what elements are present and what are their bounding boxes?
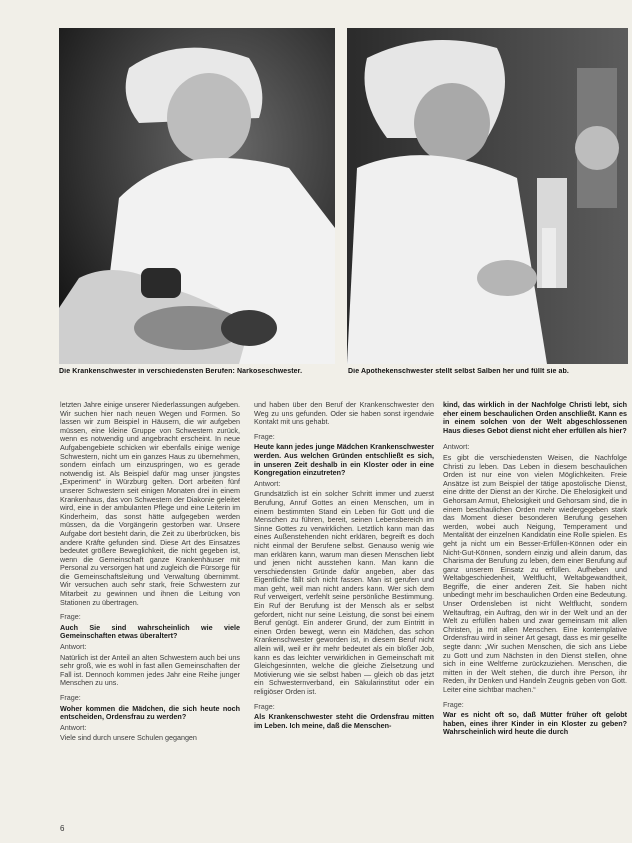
caption-right: Die Apothekenschwester stellt selbst Salben her und füllt sie ab. bbox=[348, 368, 569, 375]
page-number: 6 bbox=[60, 824, 65, 833]
question-text: Woher kommen die Mädchen, die sich heute noch entscheiden, Ordensfrau zu werden? bbox=[60, 703, 240, 722]
answer-text: Es gibt die verschiedensten Weisen, die Nachfolge Christi zu leben. Das Leben in diesem beschaulichen Orden ist nur eine von vielen Möglichkeiten. Freie Ansätze ist zum Beispiel der tätige apostolische Dienst, eine dritte der Dienst an der Kirche. Die Ehelosigkeit und Gehorsam Armut, Ehelosigkeit und Gehorsam sind, die in einem beschaulichen Orden mehr wiedergegeben stark das Moment dieser besonderen Berufung gesehen werden, wobei auch Neigung, Temperament und Mentalität der einzelnen Kandidatin eine Rolle spielen. Es geht ja nicht um ein Besser-Erfüllen-Können oder ein Nicht-Gut-Können, sondern einzig und allein darum, das Charisma der Berufung zu leben, dem einer Berufung auf ganz unserem Einsatz zu erfüllen. Aufheben und Weltabgeschiedenheit, Weltflucht, Weltabgewandtheit, Begriffe, die einer anderen Zeit. Sie haben nicht unbedingt mehr im beschaulichen Orden eine Bedeutung. Unser Ordensleben ist nicht Weltflucht, sondern Weltauftrag, ein Auftrag, den wir in der Welt und an der Welt zu erfüllen haben und zwar gemeinsam mit allen Christen, ja mit allen Menschen. Eine kontemplative Ordensfrau wird in seiner Art gesagt, dass es mir gesellte segte dann: „Wir suchen Menschen, die sich ans Liebe zu Gott und zum Nächsten in den Dienst stellen, ohne sich in eine Weltferne zurückzuziehen. Menschen, die mitten in der Welt stehen, die durch ihre Person, ihr Reden, ihr Denken und Handeln Zeugnis geben von Gott. Leiter eine sichtbar machen.“ bbox=[443, 452, 627, 694]
photo-nurse-right-image bbox=[347, 28, 628, 364]
answer-text: Grundsätzlich ist ein solcher Schritt immer und zuerst Berufung, Anruf Gottes an einen Menschen, um in einem bestimmten Stand ein Leben für Gott und die Menschen zu führen, bereit, seinen Lebensbereich im Sinne Gottes zu verwirklichen. Letztlich kann man das eines Außenstehenden nicht erklären, begreift es doch nicht einmal der Berufene selbst. Genauso wenig wie man erklären kann, warum man diesen Menschen liebt und jenen nicht ausstehen kann. Man kann die verschiedensten Gründe dafür angeben, aber das Eigentliche fällt sich nicht fassen. Man ist gerufen und man geht, weil man nicht anders kann. Wer sich dem Ruf verweigert, verfehlt seine persönliche Bestimmung. Ein Ruf der Berufung ist der Mensch als er selbst gefordert, nicht nur seine Leistung, die sonst bei einem Beruf genügt. Ein anderer Grund, der zum Eintritt in einen Orden bewegt, wenn ein Mädchen, das schon Krankenschwester geworden ist, in diesem Beruf nicht allein will, weil er ihr mehr bedeutet als ein bloßer Job, kann es das leichter verwirklichen in Gemeinschaft mit Gleichgesinnten, welche die gleiche Zielsetzung und Motivierung wie sie selbst haben — gleich ob das jetzt ein Schwesternverband, ein Säkularinstitut oder ein religiöser Orden ist. bbox=[254, 489, 434, 696]
answer-text: Viele sind durch unsere Schulen gegangen bbox=[60, 733, 197, 743]
answer-label: Antwort: bbox=[60, 642, 87, 652]
paragraph: und haben über den Beruf der Krankenschwester den Weg zu uns gefunden. Oder sie haben sonst irgendwie Kontakt mit uns gehabt. bbox=[254, 401, 434, 427]
question-label: Frage: bbox=[254, 701, 275, 711]
question-label: Frage: bbox=[60, 693, 81, 702]
answer-text: Natürlich ist der Anteil an alten Schwestern auch bei uns sehr groß, wie es wohl in fast allen Gemeinschaften der Fall ist. Dennoch kommen jedes Jahr eine Reihe junger Menschen zu uns. bbox=[60, 652, 240, 688]
question-text: Auch Sie sind wahrscheinlich wie viele Gemeinschaften etwas überaltert? bbox=[60, 622, 240, 641]
text-column-2 bbox=[254, 401, 434, 841]
text-column-1 bbox=[60, 401, 240, 841]
caption-left: Die Krankenschwester in verschiedensten Berufen: Narkoseschwester. bbox=[59, 368, 303, 375]
question-label: Frage: bbox=[60, 612, 81, 622]
photo-pharmacy-nurse bbox=[347, 28, 628, 364]
question-text: Als Krankenschwester steht die Ordensfrau mitten im Leben. Ich meine, daß die Menschen- bbox=[254, 712, 434, 730]
question-text: kind, das wirklich in der Nachfolge Christi lebt, sich eher einem beschaulichen Orden anschließt. Kann es in einem solchen von der Welt abgeschlossenen Haus dieses Gebot dienst nicht eher erfüllen als hier? bbox=[443, 401, 627, 435]
question-text: War es nicht oft so, daß Mütter früher oft gelobt haben, eines ihrer Kinder in ein Kloster zu geben? Wahrscheinlich wird heute die durch bbox=[443, 710, 627, 737]
question-text: Heute kann jedes junge Mädchen Krankenschwester werden. Aus welchen Gründen entschließt es sich, in unseren Zeit deshalb in ein Kloster oder in eine Kongregation einzutreten? bbox=[254, 442, 434, 478]
answer-label: Antwort: bbox=[60, 722, 87, 732]
text-column-3 bbox=[443, 401, 627, 841]
question-label: Frage: bbox=[443, 699, 464, 709]
photo-anesthesia-nurse bbox=[59, 28, 335, 364]
question-label: Frage: bbox=[254, 431, 275, 441]
answer-label: Antwort: bbox=[443, 442, 470, 452]
answer-label: Antwort: bbox=[254, 478, 281, 488]
paragraph: letzten Jahre einige unserer Niederlassungen aufgeben. Wir suchen hier nach neuen Wegen und Formen. So lassen wir zum Beispiel in Häusern, die wir aufgeben müssen, eine kleine Gruppe von Schwestern zurück, wenn es notwendig und angebracht erscheint. In neue Aufgabengebiete schicken wir ebenfalls einige wenige Schwestern, nicht um ein ganzes Haus zu übernehmen, sondern einfach um einzuspringen, wo es gerade notwendig ist. Als Beispiel dafür mag unser jüngstes „Experiment“ in Würzburg gelten. Dort arbeiten fünf unserer Schwestern seit einigen Monaten drei in einem Krankenhaus, das von Schwestern der Diakonie geleitet wird, eine in der ambulanten Pflege und eine Leiterin im Kinderheim, das sonst hätte aufgegeben werden müssen, da die Vorgängerin gestorben war. Unsere Aufgabe dort besteht darin, die Zeit zu überbrücken, bis andere Kräfte gefunden sind. Diese Art des Einsatzes bedeutet größere Beweglichkeit, die nicht gegeben ist, wenn die Gemeinschaft ganze Krankenhäuser mit Personal zu versorgen hat und zugleich die Fürsorge für die Gemeinschaftsleitung und Verwaltung übernimmt. Wir versuchen auch sehr stark, freie Schwestern zur Mitarbeit zu gewinnen und ihnen die Leitung von Stationen zu übertragen. bbox=[60, 401, 240, 607]
photo-nurse-left-image bbox=[59, 28, 335, 364]
